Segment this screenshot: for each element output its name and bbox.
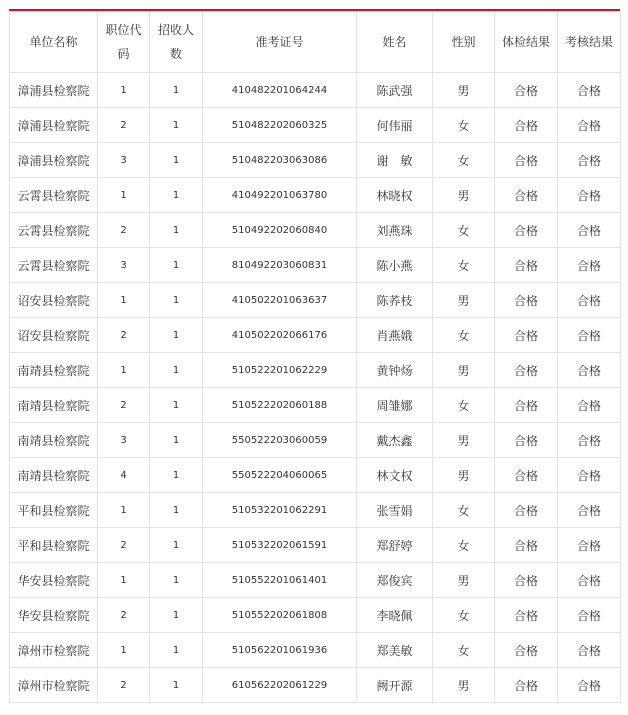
cell-assessment-result: 合格 xyxy=(558,213,621,248)
cell-name: 陈武强 xyxy=(357,73,433,108)
cell-physical-result: 合格 xyxy=(495,423,558,458)
cell-position-code: 2 xyxy=(98,318,150,353)
cell-assessment-result: 合格 xyxy=(558,668,621,703)
cell-unit-name: 漳浦县检察院 xyxy=(10,108,98,143)
results-table-container xyxy=(9,9,620,703)
cell-recruit-count: 1 xyxy=(150,318,203,353)
cell-position-code: 3 xyxy=(98,248,150,283)
cell-name: 郑舒婷 xyxy=(357,528,433,563)
cell-unit-name: 云霄县检察院 xyxy=(10,213,98,248)
cell-unit-name: 南靖县检察院 xyxy=(10,458,98,493)
cell-recruit-count: 1 xyxy=(150,283,203,318)
cell-assessment-result: 合格 xyxy=(558,143,621,178)
cell-physical-result: 合格 xyxy=(495,248,558,283)
cell-unit-name: 平和县检察院 xyxy=(10,493,98,528)
cell-exam-id: 410492201063780 xyxy=(203,178,357,213)
cell-position-code: 2 xyxy=(98,213,150,248)
cell-gender: 女 xyxy=(433,388,495,423)
cell-name: 张雪娟 xyxy=(357,493,433,528)
cell-position-code: 1 xyxy=(98,178,150,213)
cell-physical-result: 合格 xyxy=(495,493,558,528)
cell-physical-result: 合格 xyxy=(495,563,558,598)
cell-name: 黄钟炀 xyxy=(357,353,433,388)
cell-exam-id: 510552202061808 xyxy=(203,598,357,633)
cell-name: 刘燕珠 xyxy=(357,213,433,248)
cell-gender: 女 xyxy=(433,633,495,668)
table-row xyxy=(10,493,621,528)
cell-assessment-result: 合格 xyxy=(558,423,621,458)
table-row xyxy=(10,423,621,458)
cell-exam-id: 510522202060188 xyxy=(203,388,357,423)
cell-position-code: 1 xyxy=(98,353,150,388)
table-row xyxy=(10,213,621,248)
cell-position-code: 4 xyxy=(98,458,150,493)
cell-gender: 男 xyxy=(433,423,495,458)
cell-recruit-count: 1 xyxy=(150,248,203,283)
table-row xyxy=(10,318,621,353)
cell-name: 戴杰鑫 xyxy=(357,423,433,458)
cell-recruit-count: 1 xyxy=(150,423,203,458)
cell-recruit-count: 1 xyxy=(150,633,203,668)
cell-physical-result: 合格 xyxy=(495,143,558,178)
cell-name: 陈荞枝 xyxy=(357,283,433,318)
header-position-code: 职位代码 xyxy=(98,12,150,73)
cell-unit-name: 诏安县检察院 xyxy=(10,283,98,318)
cell-unit-name: 云霄县检察院 xyxy=(10,178,98,213)
cell-physical-result: 合格 xyxy=(495,108,558,143)
cell-gender: 女 xyxy=(433,598,495,633)
cell-name: 李晓佩 xyxy=(357,598,433,633)
table-row xyxy=(10,598,621,633)
cell-physical-result: 合格 xyxy=(495,283,558,318)
cell-position-code: 2 xyxy=(98,388,150,423)
table-row xyxy=(10,563,621,598)
cell-position-code: 1 xyxy=(98,563,150,598)
cell-unit-name: 漳州市检察院 xyxy=(10,668,98,703)
header-row xyxy=(10,12,621,73)
cell-recruit-count: 1 xyxy=(150,458,203,493)
cell-name: 阙开源 xyxy=(357,668,433,703)
cell-exam-id: 510522201062229 xyxy=(203,353,357,388)
header-name: 姓名 xyxy=(357,12,433,73)
header-unit-name: 单位名称 xyxy=(10,12,98,73)
cell-gender: 女 xyxy=(433,143,495,178)
cell-recruit-count: 1 xyxy=(150,178,203,213)
cell-recruit-count: 1 xyxy=(150,143,203,178)
cell-assessment-result: 合格 xyxy=(558,353,621,388)
header-exam-id: 准考证号 xyxy=(203,12,357,73)
cell-recruit-count: 1 xyxy=(150,108,203,143)
cell-physical-result: 合格 xyxy=(495,668,558,703)
cell-exam-id: 510562201061936 xyxy=(203,633,357,668)
cell-physical-result: 合格 xyxy=(495,353,558,388)
table-row xyxy=(10,353,621,388)
cell-recruit-count: 1 xyxy=(150,668,203,703)
cell-unit-name: 华安县检察院 xyxy=(10,598,98,633)
cell-unit-name: 漳州市检察院 xyxy=(10,633,98,668)
cell-recruit-count: 1 xyxy=(150,563,203,598)
cell-exam-id: 510532201062291 xyxy=(203,493,357,528)
cell-assessment-result: 合格 xyxy=(558,493,621,528)
table-row xyxy=(10,73,621,108)
cell-gender: 女 xyxy=(433,318,495,353)
cell-unit-name: 云霄县检察院 xyxy=(10,248,98,283)
cell-gender: 男 xyxy=(433,668,495,703)
cell-unit-name: 南靖县检察院 xyxy=(10,423,98,458)
table-row xyxy=(10,458,621,493)
header-recruit-count: 招收人数 xyxy=(150,12,203,73)
cell-assessment-result: 合格 xyxy=(558,178,621,213)
cell-assessment-result: 合格 xyxy=(558,563,621,598)
cell-position-code: 2 xyxy=(98,668,150,703)
cell-physical-result: 合格 xyxy=(495,458,558,493)
cell-name: 肖燕娥 xyxy=(357,318,433,353)
header-gender: 性别 xyxy=(433,12,495,73)
cell-position-code: 1 xyxy=(98,633,150,668)
cell-assessment-result: 合格 xyxy=(558,633,621,668)
table-row xyxy=(10,178,621,213)
cell-exam-id: 550522204060065 xyxy=(203,458,357,493)
table-row xyxy=(10,633,621,668)
cell-assessment-result: 合格 xyxy=(558,318,621,353)
cell-exam-id: 610562202061229 xyxy=(203,668,357,703)
cell-name: 郑美敏 xyxy=(357,633,433,668)
cell-gender: 女 xyxy=(433,248,495,283)
cell-recruit-count: 1 xyxy=(150,353,203,388)
cell-name: 郑俊宾 xyxy=(357,563,433,598)
cell-exam-id: 550522203060059 xyxy=(203,423,357,458)
cell-recruit-count: 1 xyxy=(150,213,203,248)
cell-name: 谢 敏 xyxy=(357,143,433,178)
cell-name: 陈小燕 xyxy=(357,248,433,283)
cell-position-code: 1 xyxy=(98,73,150,108)
cell-assessment-result: 合格 xyxy=(558,388,621,423)
cell-position-code: 1 xyxy=(98,493,150,528)
cell-assessment-result: 合格 xyxy=(558,598,621,633)
table-row xyxy=(10,143,621,178)
table-row xyxy=(10,248,621,283)
cell-recruit-count: 1 xyxy=(150,598,203,633)
cell-name: 周雏娜 xyxy=(357,388,433,423)
cell-assessment-result: 合格 xyxy=(558,108,621,143)
cell-exam-id: 410502202066176 xyxy=(203,318,357,353)
cell-position-code: 2 xyxy=(98,528,150,563)
table-row xyxy=(10,388,621,423)
cell-physical-result: 合格 xyxy=(495,318,558,353)
cell-unit-name: 漳浦县检察院 xyxy=(10,143,98,178)
cell-exam-id: 510552201061401 xyxy=(203,563,357,598)
cell-unit-name: 华安县检察院 xyxy=(10,563,98,598)
cell-name: 林晓权 xyxy=(357,178,433,213)
cell-exam-id: 410482201064244 xyxy=(203,73,357,108)
cell-exam-id: 410502201063637 xyxy=(203,283,357,318)
cell-physical-result: 合格 xyxy=(495,213,558,248)
cell-position-code: 2 xyxy=(98,598,150,633)
table-header xyxy=(10,12,621,73)
cell-unit-name: 诏安县检察院 xyxy=(10,318,98,353)
cell-name: 林文权 xyxy=(357,458,433,493)
cell-gender: 女 xyxy=(433,213,495,248)
cell-physical-result: 合格 xyxy=(495,528,558,563)
cell-exam-id: 810492203060831 xyxy=(203,248,357,283)
cell-assessment-result: 合格 xyxy=(558,458,621,493)
cell-gender: 男 xyxy=(433,178,495,213)
cell-exam-id: 510492202060840 xyxy=(203,213,357,248)
cell-assessment-result: 合格 xyxy=(558,73,621,108)
cell-physical-result: 合格 xyxy=(495,178,558,213)
table-row xyxy=(10,668,621,703)
cell-recruit-count: 1 xyxy=(150,73,203,108)
cell-physical-result: 合格 xyxy=(495,73,558,108)
cell-position-code: 1 xyxy=(98,283,150,318)
table-row xyxy=(10,108,621,143)
cell-gender: 男 xyxy=(433,563,495,598)
cell-recruit-count: 1 xyxy=(150,493,203,528)
cell-physical-result: 合格 xyxy=(495,598,558,633)
cell-recruit-count: 1 xyxy=(150,388,203,423)
cell-unit-name: 南靖县检察院 xyxy=(10,388,98,423)
results-table xyxy=(9,11,621,703)
table-row xyxy=(10,528,621,563)
cell-unit-name: 漳浦县检察院 xyxy=(10,73,98,108)
cell-position-code: 2 xyxy=(98,108,150,143)
cell-recruit-count: 1 xyxy=(150,528,203,563)
cell-unit-name: 南靖县检察院 xyxy=(10,353,98,388)
cell-assessment-result: 合格 xyxy=(558,248,621,283)
header-physical-result: 体检结果 xyxy=(495,12,558,73)
cell-gender: 女 xyxy=(433,528,495,563)
table-body xyxy=(10,73,621,703)
cell-gender: 男 xyxy=(433,283,495,318)
header-assessment-result: 考核结果 xyxy=(558,12,621,73)
cell-gender: 女 xyxy=(433,108,495,143)
cell-assessment-result: 合格 xyxy=(558,283,621,318)
cell-position-code: 3 xyxy=(98,143,150,178)
cell-exam-id: 510532202061591 xyxy=(203,528,357,563)
table-row xyxy=(10,283,621,318)
cell-gender: 男 xyxy=(433,353,495,388)
cell-exam-id: 510482203063086 xyxy=(203,143,357,178)
cell-exam-id: 510482202060325 xyxy=(203,108,357,143)
cell-physical-result: 合格 xyxy=(495,388,558,423)
cell-gender: 男 xyxy=(433,73,495,108)
cell-assessment-result: 合格 xyxy=(558,528,621,563)
cell-unit-name: 平和县检察院 xyxy=(10,528,98,563)
cell-gender: 女 xyxy=(433,493,495,528)
cell-physical-result: 合格 xyxy=(495,633,558,668)
cell-gender: 男 xyxy=(433,458,495,493)
cell-position-code: 3 xyxy=(98,423,150,458)
cell-name: 何伟丽 xyxy=(357,108,433,143)
